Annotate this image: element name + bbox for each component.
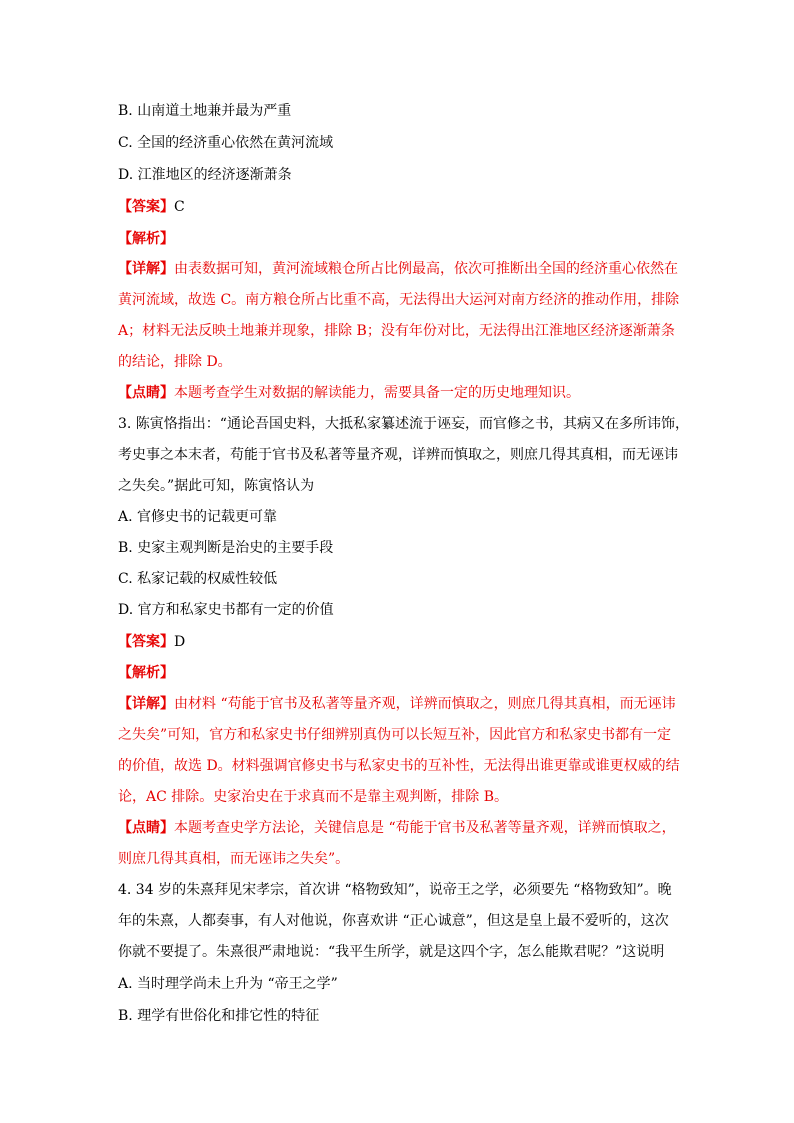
q2-comment-label: 【点睛】 [118, 385, 174, 401]
q2-answer-value: C [174, 199, 185, 215]
q2-answer [118, 197, 678, 217]
q3-answer [118, 632, 678, 652]
q2-comment [118, 383, 678, 403]
q2-detail-line-2: 黄河流域，故选 C。南方粮仓所占比重不高，无法得出大运河对南方经济的推动作用，排除 [118, 292, 680, 308]
q3-option-b: B. 史家主观判断是治史的主要手段 [118, 540, 334, 556]
q3-stem-line-1: 3. 陈寅恪指出：“通论吾国史料，大抵私家纂述流于诬妄，而官修之书，其病又在多所讳饰， [118, 416, 689, 432]
q4-option-a: A. 当时理学尚未上升为 “帝王之学” [118, 976, 338, 992]
q2-option-d: D. 江淮地区的经济逐渐萧条 [118, 167, 292, 183]
q3-answer-value: D [174, 634, 186, 650]
q3-detail-line-4: 论，AC 排除。史家治史在于求真而不是靠主观判断，排除 B。 [118, 789, 509, 805]
q3-stem-line-3: 之失矣。”据此可知，陈寅恪认为 [118, 478, 315, 494]
q3-detail-line-1 [118, 694, 678, 714]
q2-detail-label: 【详解】 [118, 261, 174, 277]
q3-option-a: A. 官修史书的记载更可靠 [118, 509, 278, 525]
q3-comment-label: 【点睛】 [118, 820, 174, 836]
q3-comment-line-1 [118, 818, 678, 838]
q3-detail-label: 【详解】 [118, 696, 174, 712]
q2-detail-line-3: A；材料无法反映土地兼并现象，排除 B；没有年份对比，无法得出江淮地区经济逐渐萧条 [118, 323, 675, 339]
q2-answer-label: 【答案】 [118, 199, 174, 215]
q3-detail-text-1: 由材料 “苟能于官书及私著等量齐观，详辨而慎取之，则庶几得其真相，而无诬讳 [174, 696, 676, 712]
q3-option-d: D. 官方和私家史书都有一定的价值 [118, 602, 334, 618]
q3-detail-line-3: 的价值，故选 D。材料强调官修史书与私家史书的互补性，无法得出谁更靠或谁更权威的结 [118, 758, 680, 774]
q2-comment-text: 本题考查学生对数据的解读能力，需要具备一定的历史地理知识。 [174, 385, 580, 401]
q4-stem-line-1: 4. 34 岁的朱熹拜见宋孝宗，首次讲 “格物致知”，说帝王之学，必须要先 “格物致知”。晚 [118, 882, 672, 898]
q4-stem-line-2: 年的朱熹，人都奏事，有人对他说，你喜欢讲 “正心诚意”，但这是皇上最不爱听的，这次 [118, 913, 669, 929]
q3-detail-line-2: 之失矣”可知，官方和私家史书仔细辨别真伪可以长短互补，因此官方和私家史书都有一定 [118, 727, 672, 743]
q2-detail-line-1 [118, 259, 678, 279]
q2-option-c: C. 全国的经济重心依然在黄河流域 [118, 135, 334, 151]
q3-analysis-label: 【解析】 [118, 665, 174, 681]
q3-stem-line-2: 考史事之本末者，苟能于官书及私著等量齐观，详辨而慎取之，则庶几得其真相，而无诬讳 [118, 447, 678, 463]
q4-option-b: B. 理学有世俗化和排它性的特征 [118, 1008, 320, 1024]
q2-option-b: B. 山南道土地兼并最为严重 [118, 103, 292, 119]
q4-stem-line-3: 你就不要提了。朱熹很严肃地说：“我平生所学，就是这四个字，怎么能欺君呢？”这说明 [118, 944, 665, 960]
q2-detail-line-4: 的结论，排除 D。 [118, 354, 232, 370]
q3-option-c: C. 私家记载的权威性较低 [118, 571, 278, 587]
q3-comment-line-2: 则庶几得其真相，而无诬讳之失矣”。 [118, 851, 350, 867]
q3-answer-label: 【答案】 [118, 634, 174, 650]
q3-comment-text-1: 本题考查史学方法论，关键信息是 “苟能于官书及私著等量齐观，详辨而慎取之， [174, 820, 676, 836]
q2-analysis-label: 【解析】 [118, 231, 174, 247]
q2-detail-text-1: 由表数据可知，黄河流域粮仓所占比例最高，依次可推断出全国的经济重心依然在 [174, 261, 678, 277]
